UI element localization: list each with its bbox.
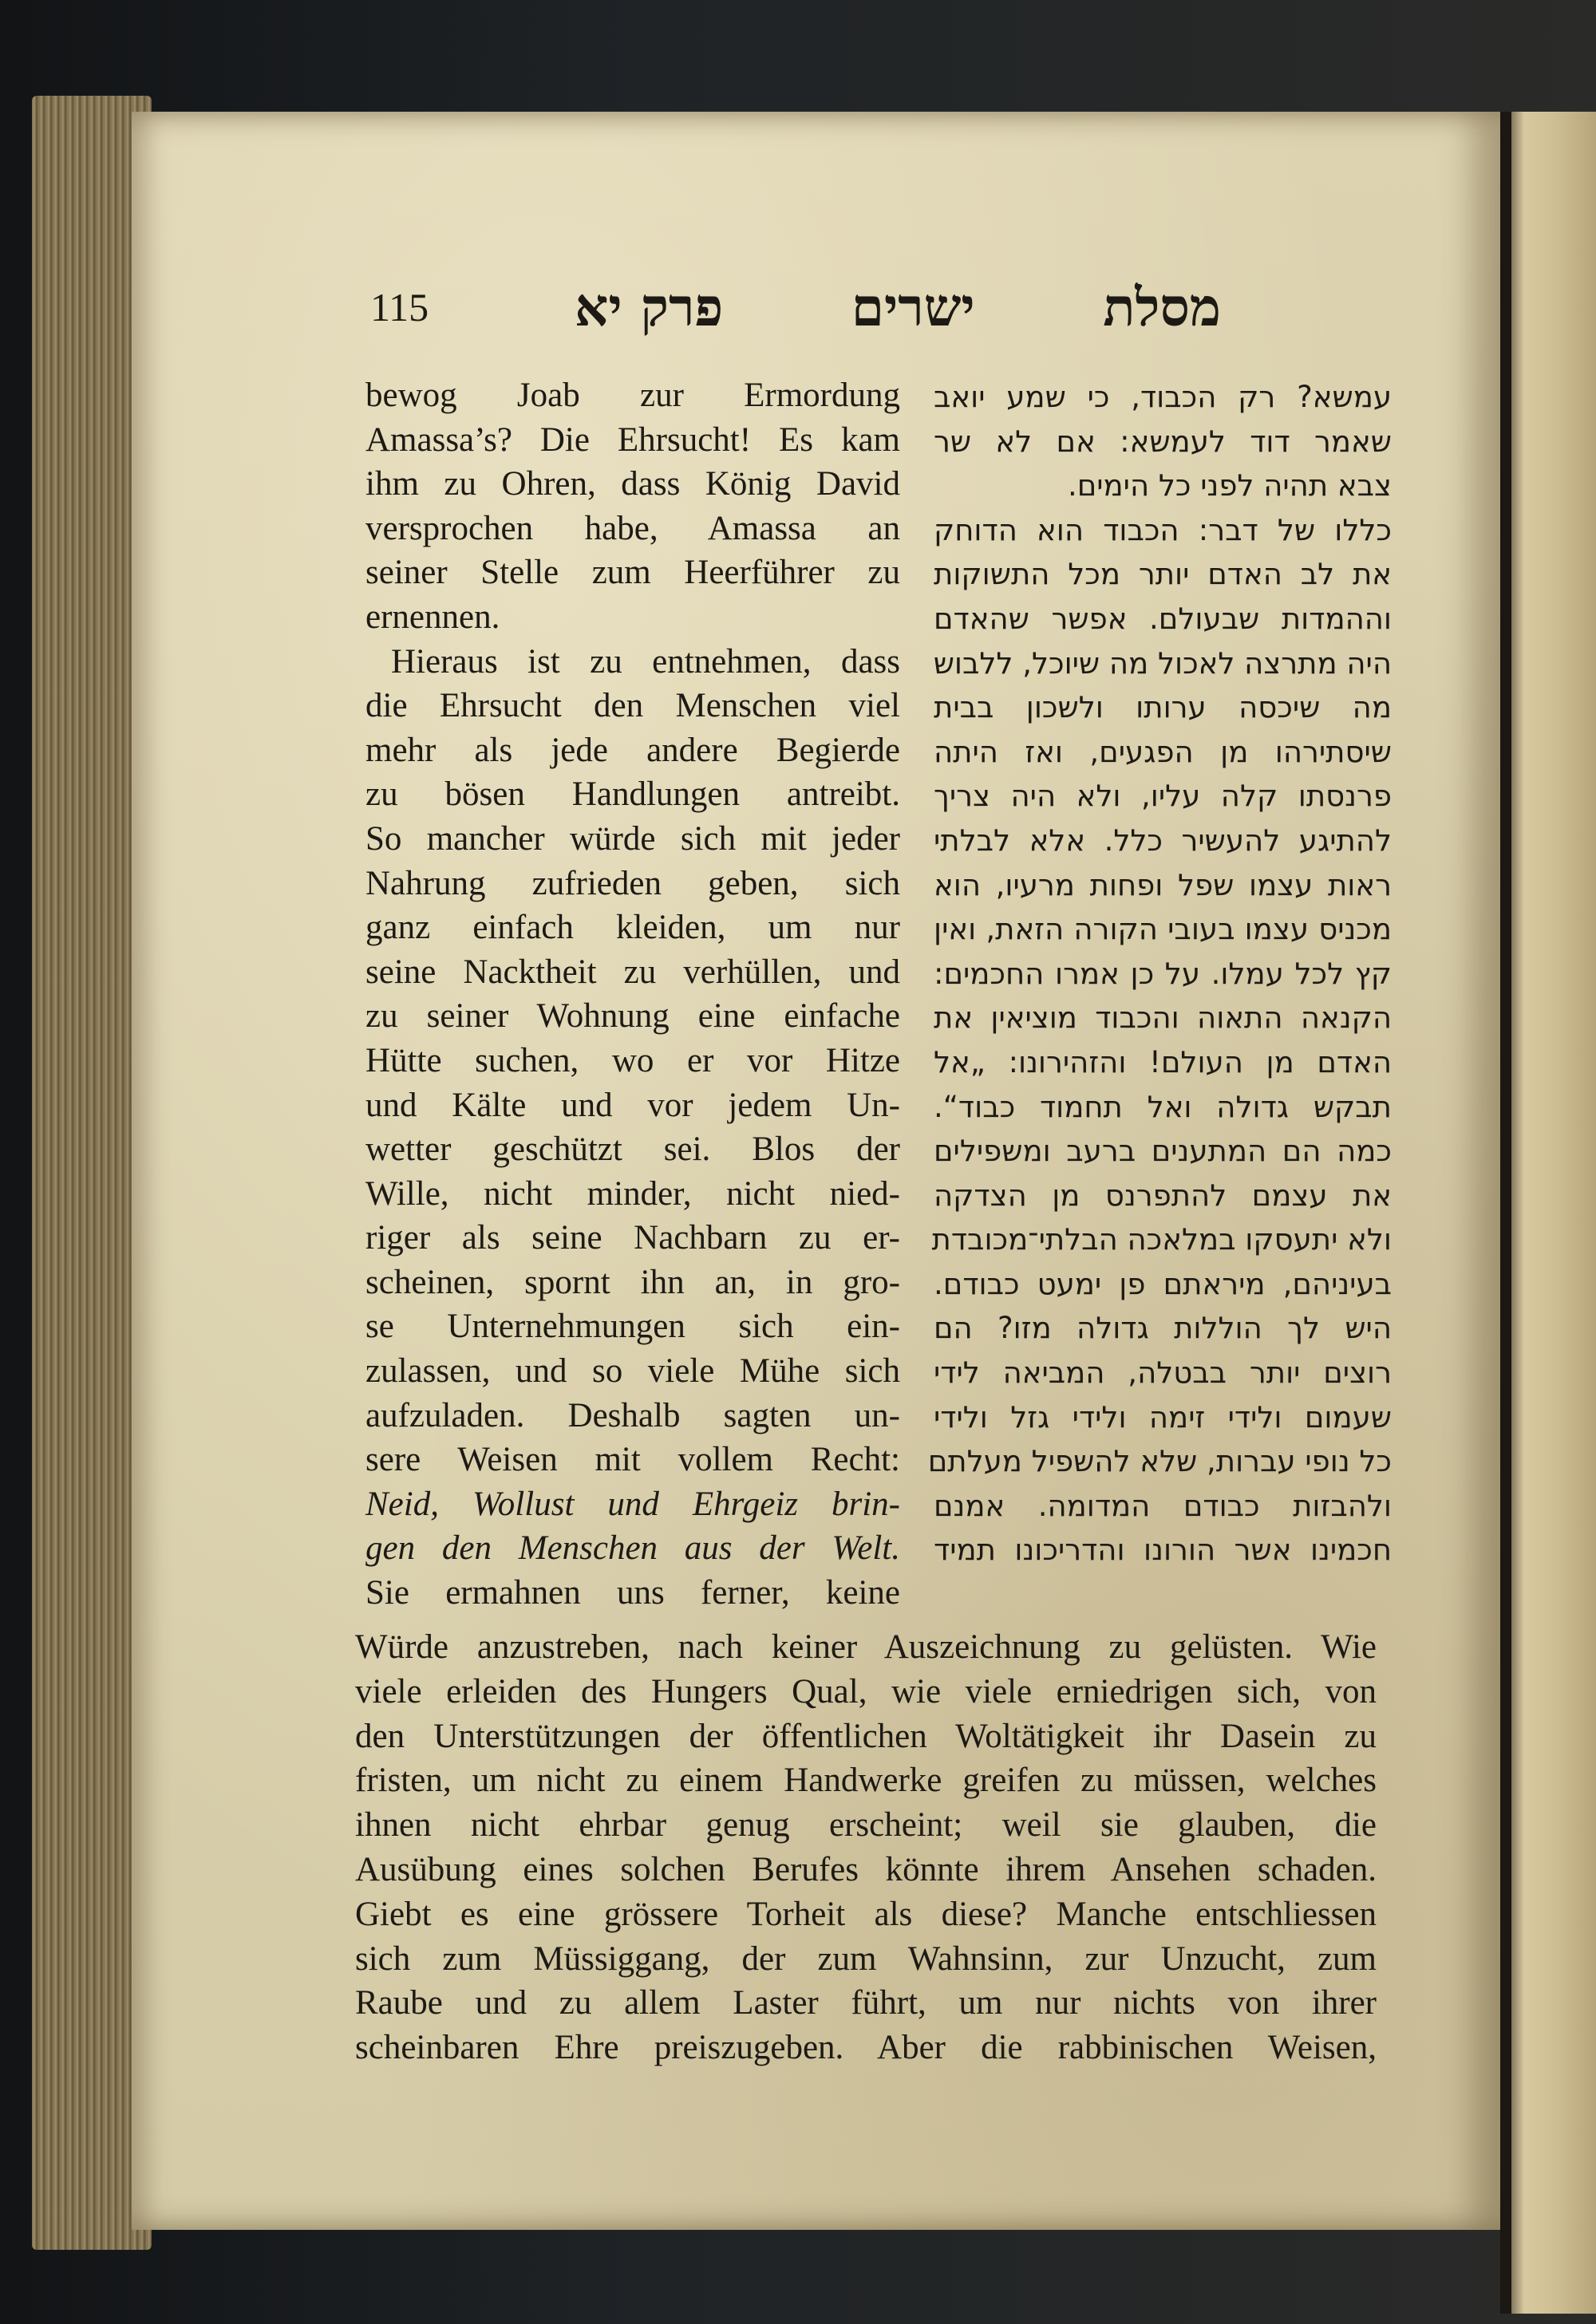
text-line: sich zum Müssiggang, der zum Wahnsinn, zur Unzucht, zum xyxy=(355,1939,1377,1978)
hebrew-line: היש לך הוללות גדולה מזו? הם xyxy=(934,1311,1392,1346)
text-line: versprochen habe, Amassa an xyxy=(365,509,900,547)
text-line: se Unternehmungen sich ein- xyxy=(365,1308,900,1346)
text-line: mehr als jede andere Begierde xyxy=(365,731,900,769)
hebrew-line: ולא יתעסקו במלאכה הבלתי־מכובדת xyxy=(931,1222,1392,1257)
quote-line: gen den Menschen aus der Welt. xyxy=(365,1529,900,1568)
hebrew-line: מכניס עצמו בעובי הקורה הזאת, ואין xyxy=(934,912,1392,947)
hebrew-line: שאמר דוד לעמשא: אם לא שר xyxy=(934,424,1392,459)
text-line: scheinbaren Ehre preiszugeben. Aber die rabbinischen Weisen, xyxy=(355,2029,1377,2067)
text-line: riger als seine Nachbarn zu er- xyxy=(365,1219,900,1257)
hebrew-line: כל נופי עברות, שלא להשפיל מעלתם xyxy=(927,1444,1392,1479)
page-number: 115 xyxy=(370,285,429,329)
hebrew-line: צבא תהיה לפני כל הימים. xyxy=(1067,468,1392,503)
hebrew-line: רוצים יותר בבטלה, המביאה לידי xyxy=(934,1355,1392,1391)
text-line: Sie ermahnen uns ferner, keine xyxy=(365,1574,900,1612)
text-line: die Ehrsucht den Menschen viel xyxy=(365,687,900,725)
hebrew-line: היה מתרצה לאכול מה שיוכל, ללבוש xyxy=(933,645,1392,681)
text-line: fristen, um nicht zu einem Handwerke greifen zu müssen, welches xyxy=(355,1762,1377,1800)
text-line: Hieraus ist zu entnehmen, dass xyxy=(391,642,900,681)
book-gutter xyxy=(1500,112,1511,2314)
hebrew-line: להתיגע להעשיר כלל. אלא לבלתי xyxy=(934,823,1392,858)
text-line: ihnen nicht ehrbar genug erscheint; weil sie glauben, die xyxy=(355,1806,1377,1845)
text-line: Giebt es eine grössere Torheit als diese? Manche entschliessen xyxy=(355,1895,1377,1933)
hebrew-text-column xyxy=(927,375,1392,1572)
text-line: zulassen, und so viele Mühe sich xyxy=(365,1352,900,1391)
text-line: ernennen. xyxy=(365,598,500,636)
text-line: den Unterstützungen der öffentlichen Woltätigkeit ihr Dasein zu xyxy=(355,1717,1377,1755)
hebrew-line: כמה הם המתענים ברעב ומשפילים xyxy=(934,1134,1392,1169)
text-line: Wille, nicht minder, nicht nied- xyxy=(365,1174,900,1213)
text-line: seiner Stelle zum Heerführer zu xyxy=(365,554,900,592)
text-line: ihm zu Ohren, dass König David xyxy=(365,465,900,503)
running-head-chapter: פרק יא xyxy=(575,275,724,338)
german-full-width-text xyxy=(355,1625,1377,2070)
text-line: ganz einfach kleiden, um nur xyxy=(365,909,900,947)
hebrew-line: חכמינו אשר הורונו והדריכונו תמיד xyxy=(934,1533,1392,1568)
text-line: viele erleiden des Hungers Qual, wie viele erniedrigen sich, von xyxy=(355,1672,1377,1710)
hebrew-line: שיסתירהו מן הפגעים, ואז היתה xyxy=(934,734,1392,769)
text-line: zu bösen Handlungen antreibt. xyxy=(365,775,900,814)
text-line: aufzuladen. Deshalb sagten un- xyxy=(365,1396,900,1434)
text-line: Amassa’s? Die Ehrsucht! Es kam xyxy=(365,420,900,459)
hebrew-line: הקנאה התאוה והכבוד מוציאין את xyxy=(934,1000,1392,1036)
text-line: und Kälte und vor jedem Un- xyxy=(365,1086,900,1124)
text-line: zu seiner Wohnung eine einfache xyxy=(365,997,900,1036)
running-head-title-2: ישרים xyxy=(851,275,975,338)
quote-line: Neid, Wollust und Ehrgeiz brin- xyxy=(365,1485,900,1523)
text-line: scheinen, spornt ihn an, in gro- xyxy=(365,1263,900,1301)
hebrew-line: שעמום ולידי זימה ולידי גזל ולידי xyxy=(934,1399,1392,1434)
text-line: wetter geschützt sei. Blos der xyxy=(365,1130,900,1169)
hebrew-line: קץ לכל עמלו. על כן אמרו החכמים: xyxy=(934,956,1392,991)
text-line: Würde anzustreben, nach keiner Auszeichnung zu gelüsten. Wie xyxy=(355,1628,1377,1666)
hebrew-line: את לב האדם יותר מכל התשוקות xyxy=(934,557,1392,592)
hebrew-line: עמשא? רק הכבוד, כי שמע יואב xyxy=(934,380,1392,414)
hebrew-line: בעיניהם, מיראתם פן ימעט כבודם. xyxy=(934,1266,1392,1301)
running-head xyxy=(575,271,1221,343)
hebrew-line: את עצמם להתפרנס מן הצדקה xyxy=(934,1178,1392,1213)
running-head-title-1: מסלת xyxy=(1103,275,1221,338)
text-line: bewog Joab zur Ermordung xyxy=(365,377,900,414)
text-line: So mancher würde sich mit jeder xyxy=(365,819,900,858)
hebrew-line: תבקש גדולה ואל תחמוד כבוד“. xyxy=(934,1089,1392,1124)
hebrew-line: וההמדות שבעולם. אפשר שהאדם xyxy=(934,601,1392,636)
hebrew-line: ולהבזות כבודם המדומה. אמנם xyxy=(934,1488,1392,1523)
text-line: Hütte suchen, wo er vor Hitze xyxy=(365,1041,900,1079)
text-line: sere Weisen mit vollem Recht: xyxy=(365,1441,900,1479)
text-line: seine Nacktheit zu verhüllen, und xyxy=(365,953,900,991)
text-line: Ausübung eines solchen Berufes könnte ihrem Ansehen schaden. xyxy=(355,1850,1377,1888)
next-page-edge xyxy=(1500,112,1596,2314)
text-line: Raube und zu allem Laster führt, um nur nichts von ihrer xyxy=(355,1984,1377,2022)
hebrew-line: מה שיכסה ערותו ולשכון בבית xyxy=(934,690,1392,725)
german-translation-column xyxy=(365,373,900,1616)
hebrew-line: האדם מן העולם! והזהירונו: „אל xyxy=(934,1044,1392,1079)
hebrew-line: פרנסתו קלה עליו, ולא היה צריך xyxy=(934,779,1392,814)
text-line: Nahrung zufrieden geben, sich xyxy=(365,864,900,902)
hebrew-line: כללו של דבר: הכבוד הוא הדוחק xyxy=(934,512,1392,547)
hebrew-line: ראות עצמו שפל ופחות מרעיו, הוא xyxy=(934,867,1392,902)
